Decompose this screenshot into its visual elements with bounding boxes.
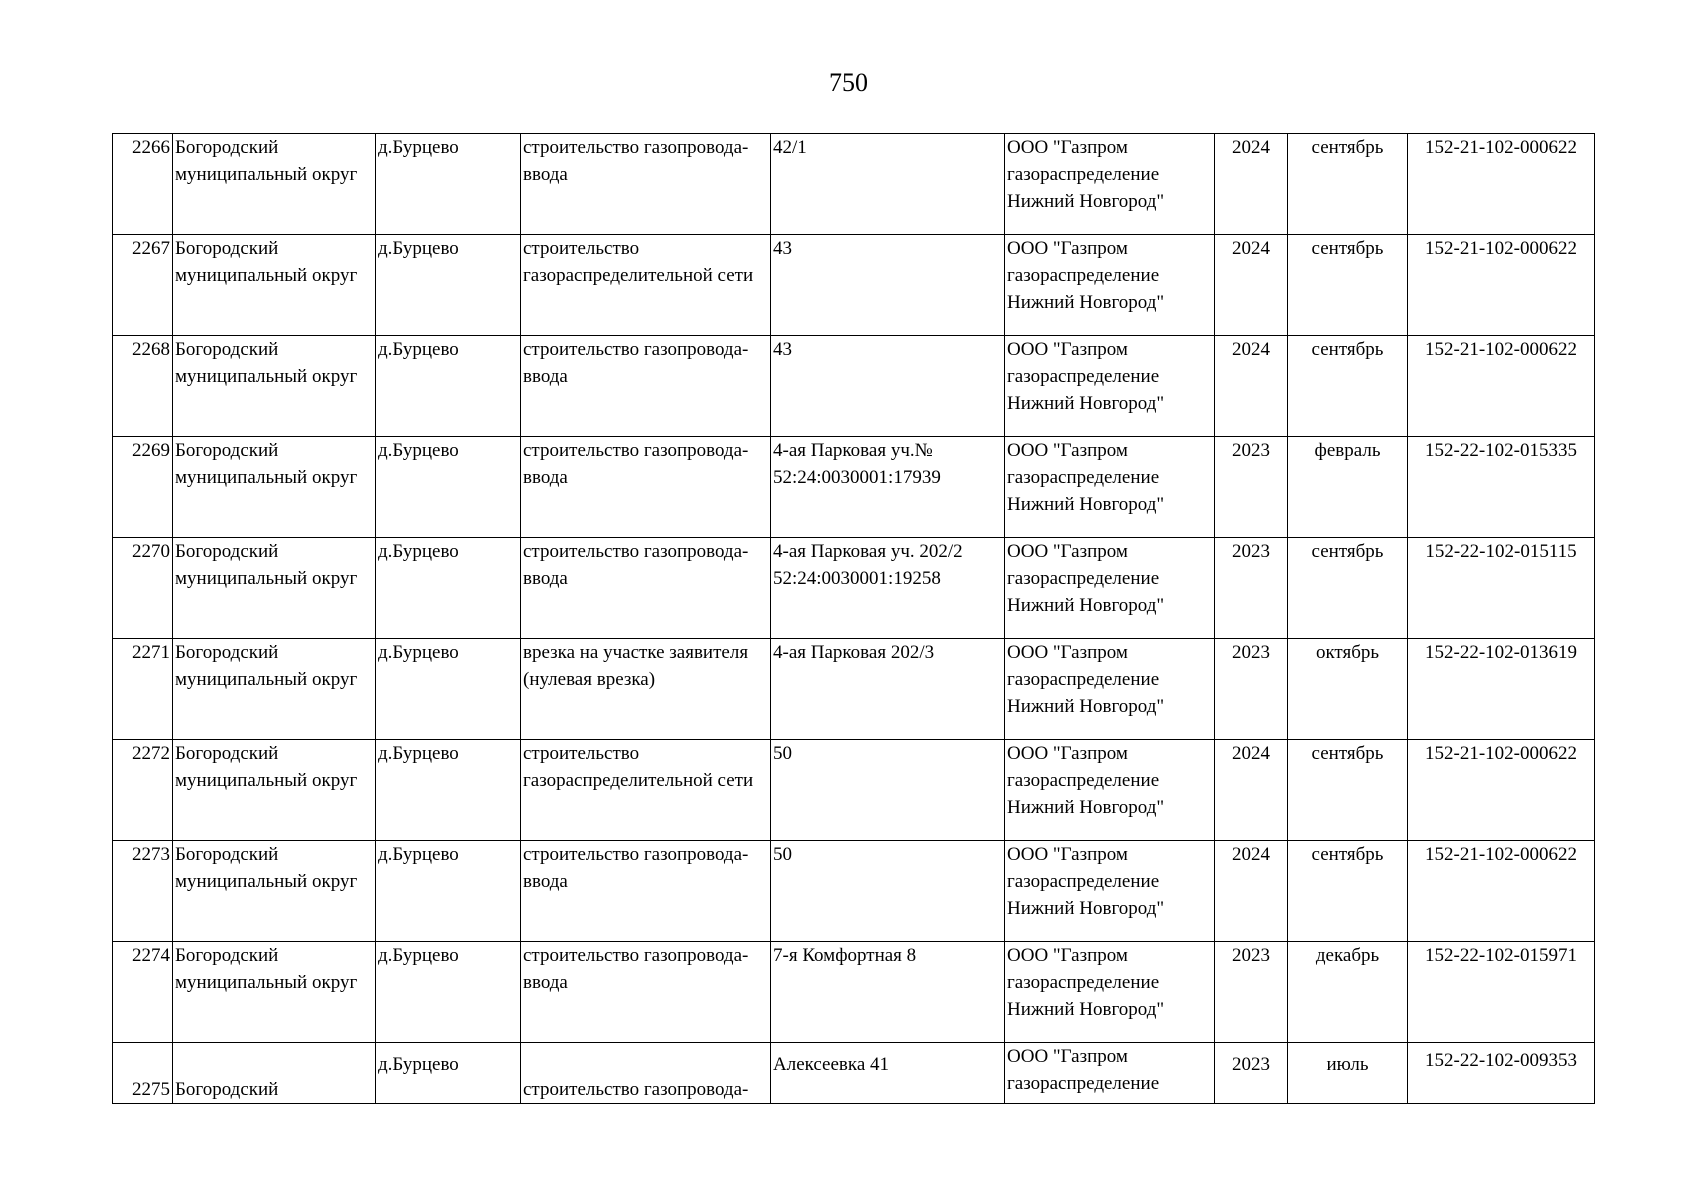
- row-number: 2268: [132, 339, 170, 360]
- settlement-cell: [376, 538, 521, 639]
- work-type-text: строительство газопровода- ввода: [523, 137, 749, 185]
- month-cell: [1288, 942, 1408, 1043]
- district-cell: [173, 841, 376, 942]
- month-text: сентябрь: [1311, 339, 1384, 360]
- address-cell: [771, 235, 1005, 336]
- settlement-cell: [376, 639, 521, 740]
- row-number-cell: [113, 740, 173, 841]
- row-number-cell: [113, 437, 173, 538]
- district-text: Богородский муниципальный округ: [175, 339, 358, 387]
- contract-cell: [1408, 942, 1595, 1043]
- month-text: сентябрь: [1311, 743, 1384, 764]
- work-type-text: строительство газопровода- ввода: [523, 339, 749, 387]
- year-cell: [1215, 538, 1288, 639]
- address-text: Алексеевка 41: [773, 1054, 890, 1075]
- month-cell: [1288, 538, 1408, 639]
- year-cell: [1215, 942, 1288, 1043]
- contract-cell: [1408, 235, 1595, 336]
- row-number-cell: [113, 538, 173, 639]
- address-text: 50: [773, 743, 792, 764]
- settlement-cell: [376, 134, 521, 235]
- year-text: 2024: [1232, 339, 1270, 360]
- year-text: 2023: [1232, 642, 1270, 663]
- contract-cell: [1408, 639, 1595, 740]
- settlement-cell: [376, 740, 521, 841]
- address-cell: [771, 437, 1005, 538]
- work-type-cell: [521, 942, 771, 1043]
- organization-text: ООО "Газпром газораспределение Нижний Новгород": [1007, 137, 1165, 212]
- contract-number: 152-21-102-000622: [1425, 743, 1577, 764]
- row-number-cell: [113, 336, 173, 437]
- district-text: Богородский муниципальный округ: [175, 642, 358, 690]
- work-type-text: строительство газораспределительной сети: [523, 238, 754, 286]
- year-text: 2024: [1232, 137, 1270, 158]
- address-text: 42/1: [773, 137, 807, 158]
- organization-cell: [1005, 235, 1215, 336]
- settlement-cell: [376, 336, 521, 437]
- work-type-cell: [521, 841, 771, 942]
- settlement-cell: [376, 942, 521, 1043]
- table-row: [113, 437, 1595, 538]
- district-text: Богородский муниципальный округ: [175, 945, 358, 993]
- work-type-text: врезка на участке заявителя (нулевая врезка): [523, 642, 749, 690]
- table-row: [113, 841, 1595, 942]
- year-cell: [1215, 134, 1288, 235]
- contract-cell: [1408, 1043, 1595, 1104]
- month-cell: [1288, 740, 1408, 841]
- table-row: [113, 942, 1595, 1043]
- organization-text: ООО "Газпром газораспределение Нижний Новгород": [1007, 339, 1165, 414]
- settlement-cell: [376, 841, 521, 942]
- organization-cell: [1005, 841, 1215, 942]
- address-cell: [771, 336, 1005, 437]
- district-text: Богородский муниципальный округ: [175, 440, 358, 488]
- organization-text: ООО "Газпром газораспределение: [1007, 1046, 1160, 1094]
- row-number: 2267: [132, 238, 170, 259]
- organization-cell: [1005, 336, 1215, 437]
- district-text: Богородский муниципальный округ: [175, 137, 358, 185]
- organization-cell: [1005, 740, 1215, 841]
- registry-table: [112, 133, 1595, 1104]
- district-text: Богородский муниципальный округ: [175, 743, 358, 791]
- month-text: сентябрь: [1311, 541, 1384, 562]
- work-type-text: строительство газопровода- ввода: [523, 844, 749, 892]
- work-type-text: строительство газопровода- ввода: [523, 440, 749, 488]
- row-number: 2266: [132, 137, 170, 158]
- month-text: сентябрь: [1311, 844, 1384, 865]
- year-cell: [1215, 639, 1288, 740]
- contract-cell: [1408, 841, 1595, 942]
- month-text: сентябрь: [1311, 137, 1384, 158]
- table-row: [113, 1043, 1595, 1104]
- district-cell: [173, 538, 376, 639]
- month-cell: [1288, 235, 1408, 336]
- settlement-cell: [376, 235, 521, 336]
- contract-number: 152-22-102-015115: [1425, 541, 1577, 562]
- organization-cell: [1005, 538, 1215, 639]
- month-text: сентябрь: [1311, 238, 1384, 259]
- address-text: 7-я Комфортная 8: [773, 945, 917, 966]
- organization-text: ООО "Газпром газораспределение Нижний Новгород": [1007, 743, 1165, 818]
- work-type-cell: [521, 639, 771, 740]
- year-cell: [1215, 841, 1288, 942]
- address-text: 50: [773, 844, 792, 865]
- address-text: 43: [773, 339, 792, 360]
- organization-cell: [1005, 1043, 1215, 1104]
- table-row: [113, 235, 1595, 336]
- district-cell: [173, 1043, 376, 1104]
- settlement-text: д.Бурцево: [378, 541, 459, 562]
- row-number-cell: [113, 1043, 173, 1104]
- settlement-text: д.Бурцево: [378, 642, 459, 663]
- address-cell: [771, 639, 1005, 740]
- month-cell: [1288, 841, 1408, 942]
- settlement-text: д.Бурцево: [378, 743, 459, 764]
- row-number: 2274: [132, 945, 170, 966]
- address-cell: [771, 1043, 1005, 1104]
- settlement-text: д.Бурцево: [378, 137, 459, 158]
- table-row: [113, 336, 1595, 437]
- district-text: Богородский муниципальный округ: [175, 238, 358, 286]
- settlement-text: д.Бурцево: [378, 844, 459, 865]
- address-text: 43: [773, 238, 792, 259]
- address-text: 4-ая Парковая 202/3: [773, 642, 935, 663]
- contract-cell: [1408, 437, 1595, 538]
- work-type-cell: [521, 134, 771, 235]
- year-cell: [1215, 740, 1288, 841]
- address-cell: [771, 740, 1005, 841]
- year-cell: [1215, 1043, 1288, 1104]
- year-text: 2024: [1232, 238, 1270, 259]
- organization-cell: [1005, 437, 1215, 538]
- organization-text: ООО "Газпром газораспределение Нижний Новгород": [1007, 238, 1165, 313]
- year-text: 2024: [1232, 844, 1270, 865]
- organization-cell: [1005, 134, 1215, 235]
- district-cell: [173, 740, 376, 841]
- work-type-cell: [521, 1043, 771, 1104]
- contract-cell: [1408, 134, 1595, 235]
- address-cell: [771, 942, 1005, 1043]
- year-cell: [1215, 437, 1288, 538]
- settlement-text: д.Бурцево: [378, 945, 459, 966]
- district-cell: [173, 336, 376, 437]
- row-number: 2272: [132, 743, 170, 764]
- table-row: [113, 538, 1595, 639]
- settlement-text: д.Бурцево: [378, 238, 459, 259]
- row-number-cell: [113, 639, 173, 740]
- district-text: Богородский: [175, 1079, 279, 1100]
- district-cell: [173, 437, 376, 538]
- month-cell: [1288, 437, 1408, 538]
- district-text: Богородский муниципальный округ: [175, 844, 358, 892]
- contract-cell: [1408, 538, 1595, 639]
- contract-number: 152-22-102-015335: [1425, 440, 1577, 461]
- work-type-cell: [521, 437, 771, 538]
- work-type-text: строительство газопровода- ввода: [523, 541, 749, 589]
- organization-text: ООО "Газпром газораспределение Нижний Новгород": [1007, 541, 1165, 616]
- organization-text: ООО "Газпром газораспределение Нижний Новгород": [1007, 440, 1165, 515]
- row-number-cell: [113, 235, 173, 336]
- work-type-cell: [521, 538, 771, 639]
- contract-number: 152-22-102-013619: [1425, 642, 1577, 663]
- table-body: [113, 134, 1595, 1104]
- year-text: 2023: [1232, 541, 1270, 562]
- settlement-text: д.Бурцево: [378, 440, 459, 461]
- district-cell: [173, 235, 376, 336]
- address-text: 4-ая Парковая уч. 202/2 52:24:0030001:19258: [773, 541, 963, 589]
- contract-number: 152-21-102-000622: [1425, 238, 1577, 259]
- month-cell: [1288, 639, 1408, 740]
- year-cell: [1215, 336, 1288, 437]
- row-number-cell: [113, 942, 173, 1043]
- address-cell: [771, 538, 1005, 639]
- address-cell: [771, 134, 1005, 235]
- settlement-text: д.Бурцево: [378, 339, 459, 360]
- year-text: 2023: [1232, 945, 1270, 966]
- month-cell: [1288, 134, 1408, 235]
- organization-text: ООО "Газпром газораспределение Нижний Новгород": [1007, 945, 1165, 1020]
- work-type-cell: [521, 235, 771, 336]
- month-text: декабрь: [1315, 945, 1380, 966]
- work-type-text: строительство газопровода-: [523, 1079, 749, 1100]
- organization-cell: [1005, 639, 1215, 740]
- contract-number: 152-22-102-009353: [1425, 1050, 1577, 1071]
- work-type-cell: [521, 336, 771, 437]
- month-text: июль: [1326, 1054, 1369, 1075]
- year-text: 2023: [1232, 1054, 1270, 1075]
- year-cell: [1215, 235, 1288, 336]
- month-cell: [1288, 336, 1408, 437]
- year-text: 2024: [1232, 743, 1270, 764]
- organization-text: ООО "Газпром газораспределение Нижний Новгород": [1007, 844, 1165, 919]
- row-number: 2271: [132, 642, 170, 663]
- month-cell: [1288, 1043, 1408, 1104]
- contract-number: 152-21-102-000622: [1425, 844, 1577, 865]
- row-number-cell: [113, 134, 173, 235]
- table-row: [113, 639, 1595, 740]
- settlement-cell: [376, 437, 521, 538]
- settlement-cell: [376, 1043, 521, 1104]
- work-type-text: строительство газораспределительной сети: [523, 743, 754, 791]
- work-type-cell: [521, 740, 771, 841]
- district-cell: [173, 134, 376, 235]
- contract-cell: [1408, 740, 1595, 841]
- work-type-text: строительство газопровода- ввода: [523, 945, 749, 993]
- contract-number: 152-22-102-015971: [1425, 945, 1577, 966]
- month-text: февраль: [1314, 440, 1381, 461]
- table-row: [113, 134, 1595, 235]
- district-cell: [173, 942, 376, 1043]
- month-text: октябрь: [1315, 642, 1380, 663]
- district-text: Богородский муниципальный округ: [175, 541, 358, 589]
- page-number: 750: [829, 68, 868, 97]
- organization-cell: [1005, 942, 1215, 1043]
- organization-text: ООО "Газпром газораспределение Нижний Новгород": [1007, 642, 1165, 717]
- contract-cell: [1408, 336, 1595, 437]
- settlement-text: д.Бурцево: [378, 1054, 459, 1075]
- district-cell: [173, 639, 376, 740]
- contract-number: 152-21-102-000622: [1425, 137, 1577, 158]
- address-text: 4-ая Парковая уч.№ 52:24:0030001:17939: [773, 440, 941, 488]
- row-number-cell: [113, 841, 173, 942]
- contract-number: 152-21-102-000622: [1425, 339, 1577, 360]
- table-row: [113, 740, 1595, 841]
- row-number: 2275: [132, 1079, 170, 1100]
- row-number: 2269: [132, 440, 170, 461]
- address-cell: [771, 841, 1005, 942]
- year-text: 2023: [1232, 440, 1270, 461]
- row-number: 2273: [132, 844, 170, 865]
- row-number: 2270: [132, 541, 170, 562]
